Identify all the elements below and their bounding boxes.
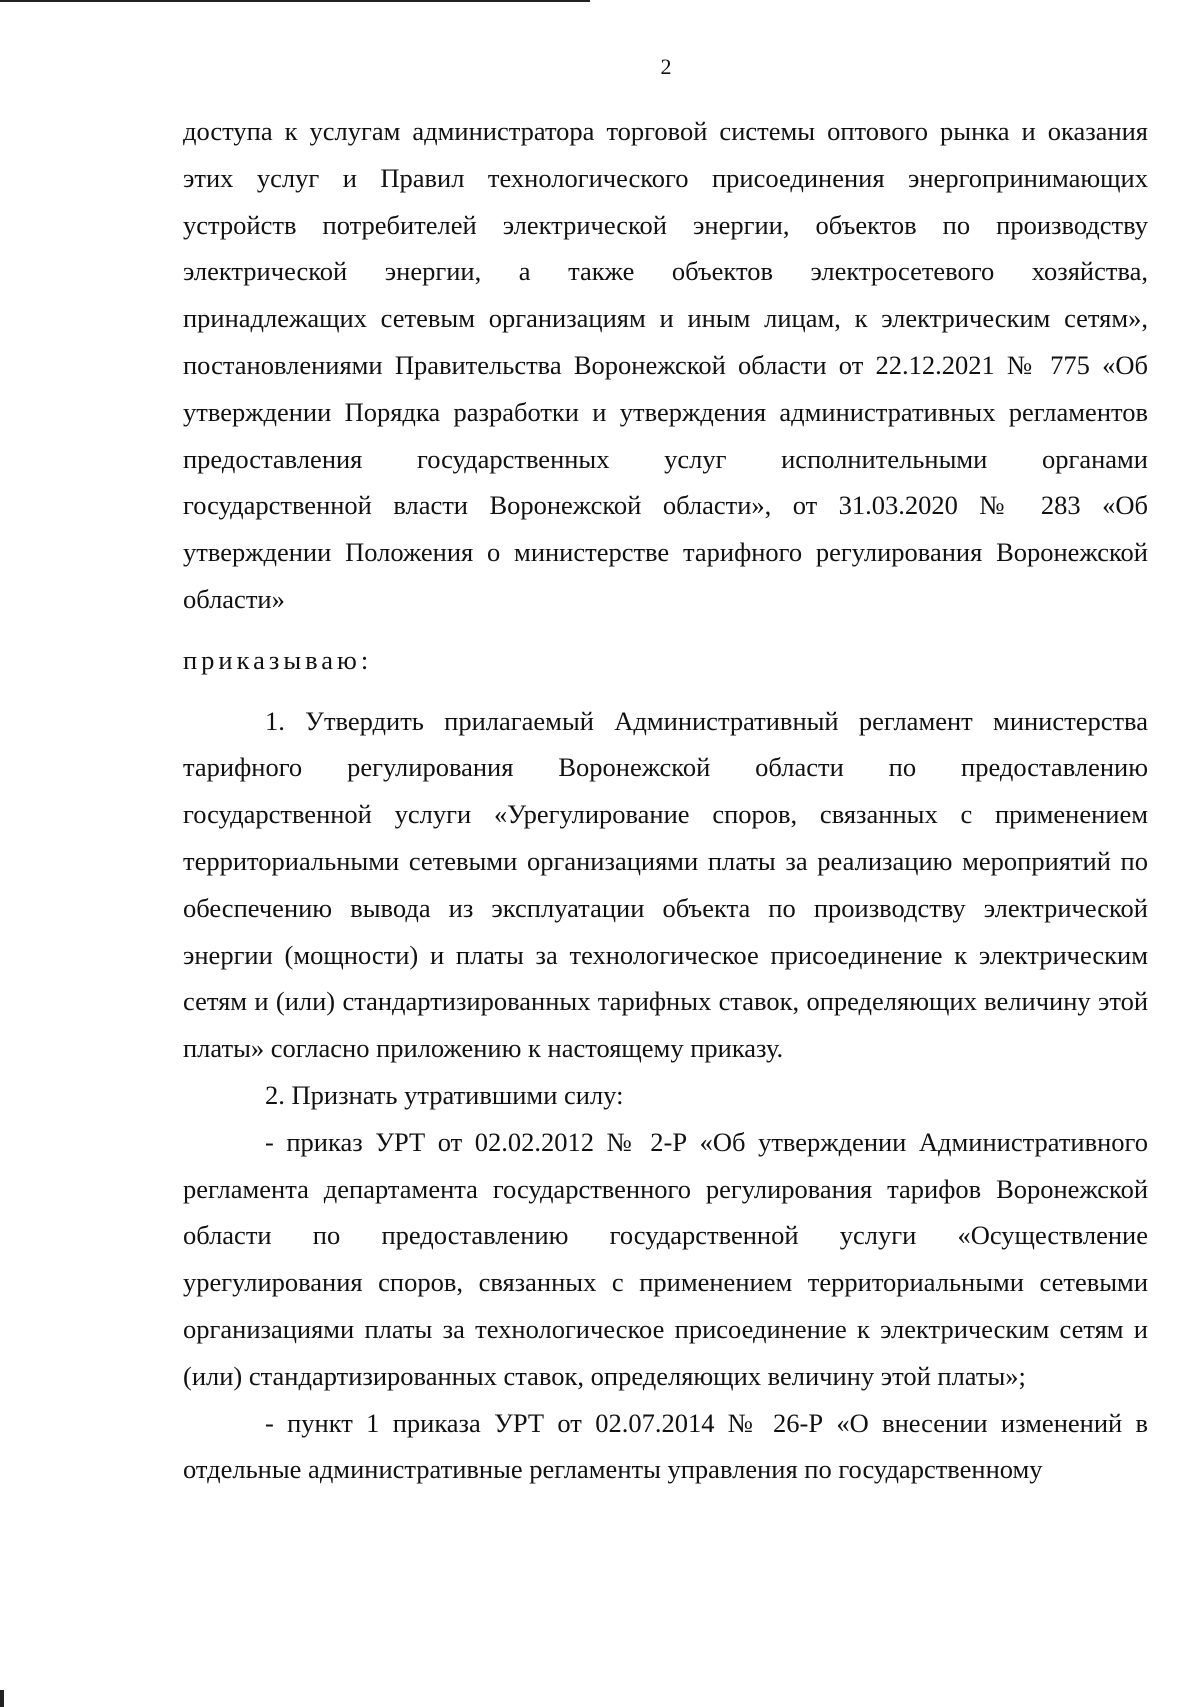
paragraph-order-word: приказываю: [183,644,373,675]
scan-edge-top [0,0,590,2]
page-number: 2 [660,54,672,79]
paragraph-legal-basis: доступа к услугам администратора торговой системы оптового рынка и оказания этих услуг и Правил технологического присоединения энергопринимающих устройств потребителей электрической энергии, объектов по производству электрической энергии, а также объектов электросетевого хозяйства, принадлежащих сетевым организациям и иным лицам, к электрическим сетям», постановлениями Правительства Воронежской области от 22.12.2021 № 775 «Об утверждении Порядка разработки и утверждения административных регламентов предоставления государственных услуг исполнительными органами государственной власти Воронежской области», от 31.03.2020 № 283 «Об утверждении Положения о министерстве тарифного регулирования Воронежской области» [183,116,1148,614]
paragraph-item-1: 1. Утвердить прилагаемый Административный регламент министерства тарифного регулирования Воронежской области по предоставлению государственной услуги «Урегулирование споров, связанных с применением территориальными сетевыми организациями платы за реализацию мероприятий по обеспечению вывода из эксплуатации объекта по производству электрической энергии (мощности) и платы за технологическое присоединение к электрическим сетям и (или) стандартизированных тарифных ставок, определяющих величину этой платы» согласно приложению к настоящему приказу. [183,705,1148,1064]
document-body [183,108,1148,1493]
scan-edge-left [0,1690,4,1707]
paragraph-repeal-order-2r: - приказ УРТ от 02.02.2012 № 2-Р «Об утверждении Административного регламента департамента государственного регулирования тарифов Воронежской области по предоставлению государственной услуги «Осуществление урегулирования споров, связанных с применением территориальными сетевыми организациями платы за технологическое присоединение к электрическим сетям и (или) стандартизированных ставок, определяющих величину этой платы»; [183,1126,1148,1391]
paragraph-item-2: 2. Признать утратившими силу: [265,1079,624,1110]
paragraph-repeal-order-26r: - пункт 1 приказа УРТ от 02.07.2014 № 26-Р «О внесении изменений в отдельные административные регламенты управления по государственному [183,1407,1148,1485]
